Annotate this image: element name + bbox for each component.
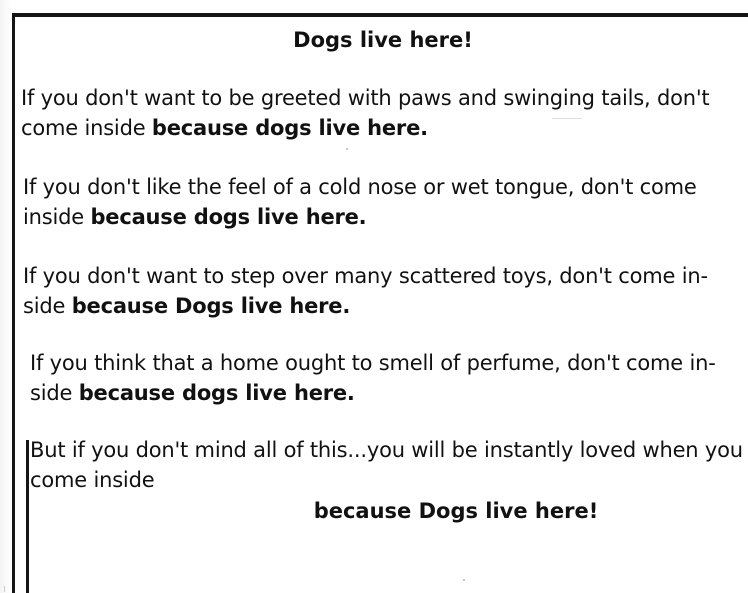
paragraph-emphasis: because dogs live here. xyxy=(90,205,367,229)
paragraph-line xyxy=(21,113,709,143)
paragraph-emphasis: because dogs live here. xyxy=(151,116,428,140)
paragraph-line: But if you don't mind all of this...you will be instantly loved when you xyxy=(30,438,743,462)
paragraph-cold-nose xyxy=(23,172,697,232)
frame-left-border xyxy=(12,13,15,593)
paragraph-emphasis: because Dogs live here. xyxy=(71,294,351,318)
paragraph-line xyxy=(23,291,708,321)
paragraph-paws xyxy=(21,83,709,143)
paragraph-text: side xyxy=(23,294,72,318)
paragraph-line: If you think that a home ought to smell of perfume, don't come in- xyxy=(30,351,716,375)
sign-closing: because Dogs live here! xyxy=(313,499,599,523)
page-margin-shadow xyxy=(0,0,12,593)
paragraph-line: If you don't want to step over many scattered toys, don't come in- xyxy=(23,264,708,288)
paper-speck xyxy=(463,579,465,581)
paper-speck xyxy=(4,586,5,592)
paragraph-text: inside xyxy=(23,205,91,229)
paragraph-line: come inside xyxy=(30,468,155,492)
paragraph-line: If you don't want to be greeted with paws and swinging tails, don't xyxy=(21,86,710,110)
paper-speck xyxy=(346,148,348,150)
paragraph-emphasis: because dogs live here. xyxy=(78,381,355,405)
paper-speck xyxy=(552,118,582,119)
paragraph-perfume xyxy=(30,348,716,408)
paragraph-line: If you don't like the feel of a cold nose or wet tongue, don't come xyxy=(23,175,697,199)
paragraph-text: side xyxy=(30,381,79,405)
paragraph-loved xyxy=(30,435,743,495)
sign-content xyxy=(18,17,748,593)
paragraph-toys xyxy=(23,261,708,321)
paragraph-line xyxy=(30,378,716,408)
sign-title: Dogs live here! xyxy=(293,28,473,52)
paragraph-line xyxy=(23,202,697,232)
paragraph-text: come inside xyxy=(21,116,152,140)
